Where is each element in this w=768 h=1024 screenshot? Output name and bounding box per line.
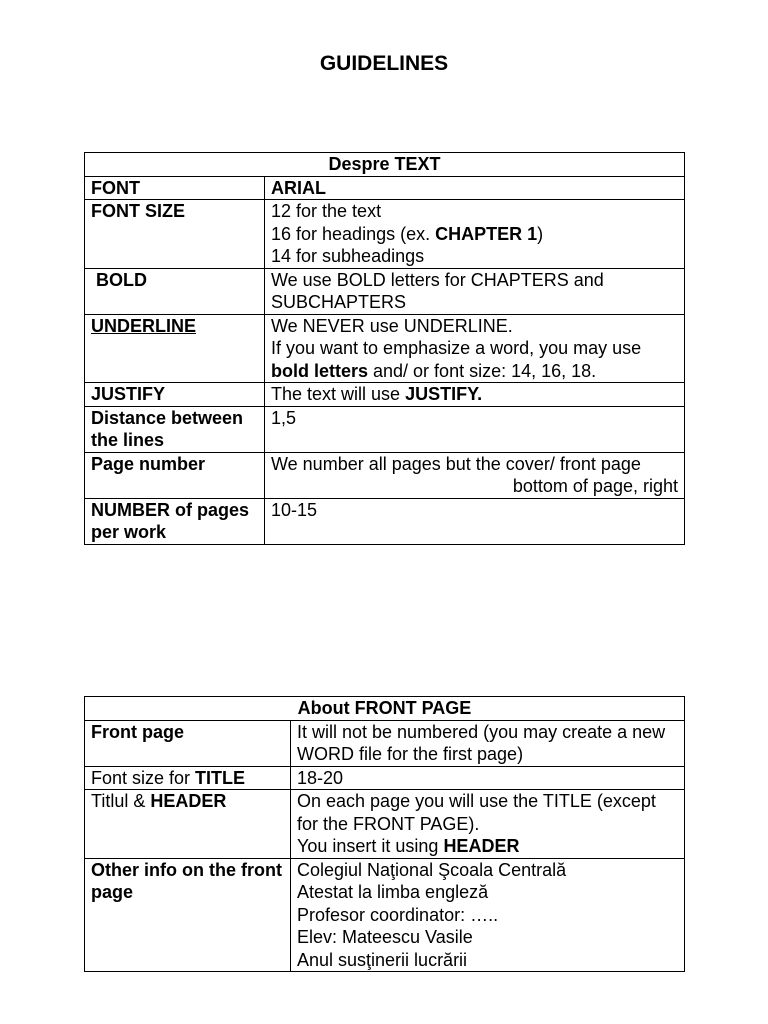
table-row [85, 383, 685, 407]
row-value: 18-20 [291, 766, 685, 790]
table-row [85, 498, 685, 544]
row-label: Distance between the lines [85, 406, 265, 452]
row-value [265, 314, 685, 383]
table-row [85, 200, 685, 269]
value-line: On each page you will use the TITLE (except for the FRONT PAGE). [297, 791, 656, 834]
value-line: Anul susţinerii lucrării [297, 949, 468, 970]
row-label: BOLD [85, 268, 265, 314]
value-line: We NEVER use UNDERLINE. [271, 315, 513, 336]
emphasis: bold letters [271, 360, 369, 381]
table-row [85, 406, 685, 452]
row-value [265, 452, 685, 498]
row-value: 1,5 [265, 406, 685, 452]
row-value: The text will use JUSTIFY. [265, 383, 685, 407]
table-row [85, 176, 685, 200]
table-row [85, 268, 685, 314]
emphasis: TITLE [195, 767, 246, 788]
row-label: Titlul & HEADER [85, 790, 291, 859]
value-line: 16 for headings (ex. CHAPTER 1) [271, 223, 544, 244]
row-value: ARIAL [265, 176, 685, 200]
table-header: About FRONT PAGE [85, 697, 685, 721]
row-label: Other info on the front page [85, 858, 291, 972]
row-label: UNDERLINE [85, 314, 265, 383]
row-label: Front page [85, 720, 291, 766]
value-line: Elev: Mateescu Vasile [297, 927, 473, 947]
row-label: Page number [85, 452, 265, 498]
table-header: Despre TEXT [85, 153, 685, 177]
value-line: If you want to emphasize a word, you may use bold letters and/ or font size: 14, 16, 18. [271, 338, 642, 381]
table-header-row [85, 697, 685, 721]
row-label: NUMBER of pages per work [85, 498, 265, 544]
table-row [85, 314, 685, 383]
emphasis: HEADER [443, 836, 520, 856]
text-guidelines-table [84, 152, 685, 545]
document-title: GUIDELINES [319, 52, 449, 75]
table-header-row [85, 153, 685, 177]
row-value: 10-15 [265, 498, 685, 544]
emphasis: CHAPTER 1 [435, 223, 538, 244]
front-page-table [84, 696, 685, 972]
row-value: It will not be numbered (you may create a new WORD file for the first page) [291, 720, 685, 766]
row-value [291, 858, 685, 972]
row-label: FONT SIZE [85, 200, 265, 269]
value-line: Colegiul Naţional Şcoala Centrală [297, 859, 567, 880]
row-label: Font size for TITLE [85, 766, 291, 790]
row-value: We use BOLD letters for CHAPTERS and SUBCHAPTERS [265, 268, 685, 314]
emphasis: JUSTIFY. [405, 384, 483, 404]
value-line: 14 for subheadings [271, 246, 425, 266]
row-value [265, 200, 685, 269]
row-value [291, 790, 685, 859]
value-line: Atestat la limba engleză [297, 882, 489, 902]
value-line: You insert it using HEADER [297, 836, 520, 856]
row-label: JUSTIFY [85, 383, 265, 407]
value-line: 12 for the text [271, 201, 382, 221]
value-line: Profesor coordinator: ….. [297, 904, 499, 925]
table-row [85, 790, 685, 859]
table-row [85, 766, 685, 790]
emphasis: HEADER [150, 791, 227, 811]
value-line-right: bottom of page, right [512, 476, 678, 496]
table-row [85, 452, 685, 498]
row-label: FONT [85, 176, 265, 200]
table-row [85, 720, 685, 766]
table-row [85, 858, 685, 972]
value-line: We number all pages but the cover/ front page [271, 453, 641, 474]
